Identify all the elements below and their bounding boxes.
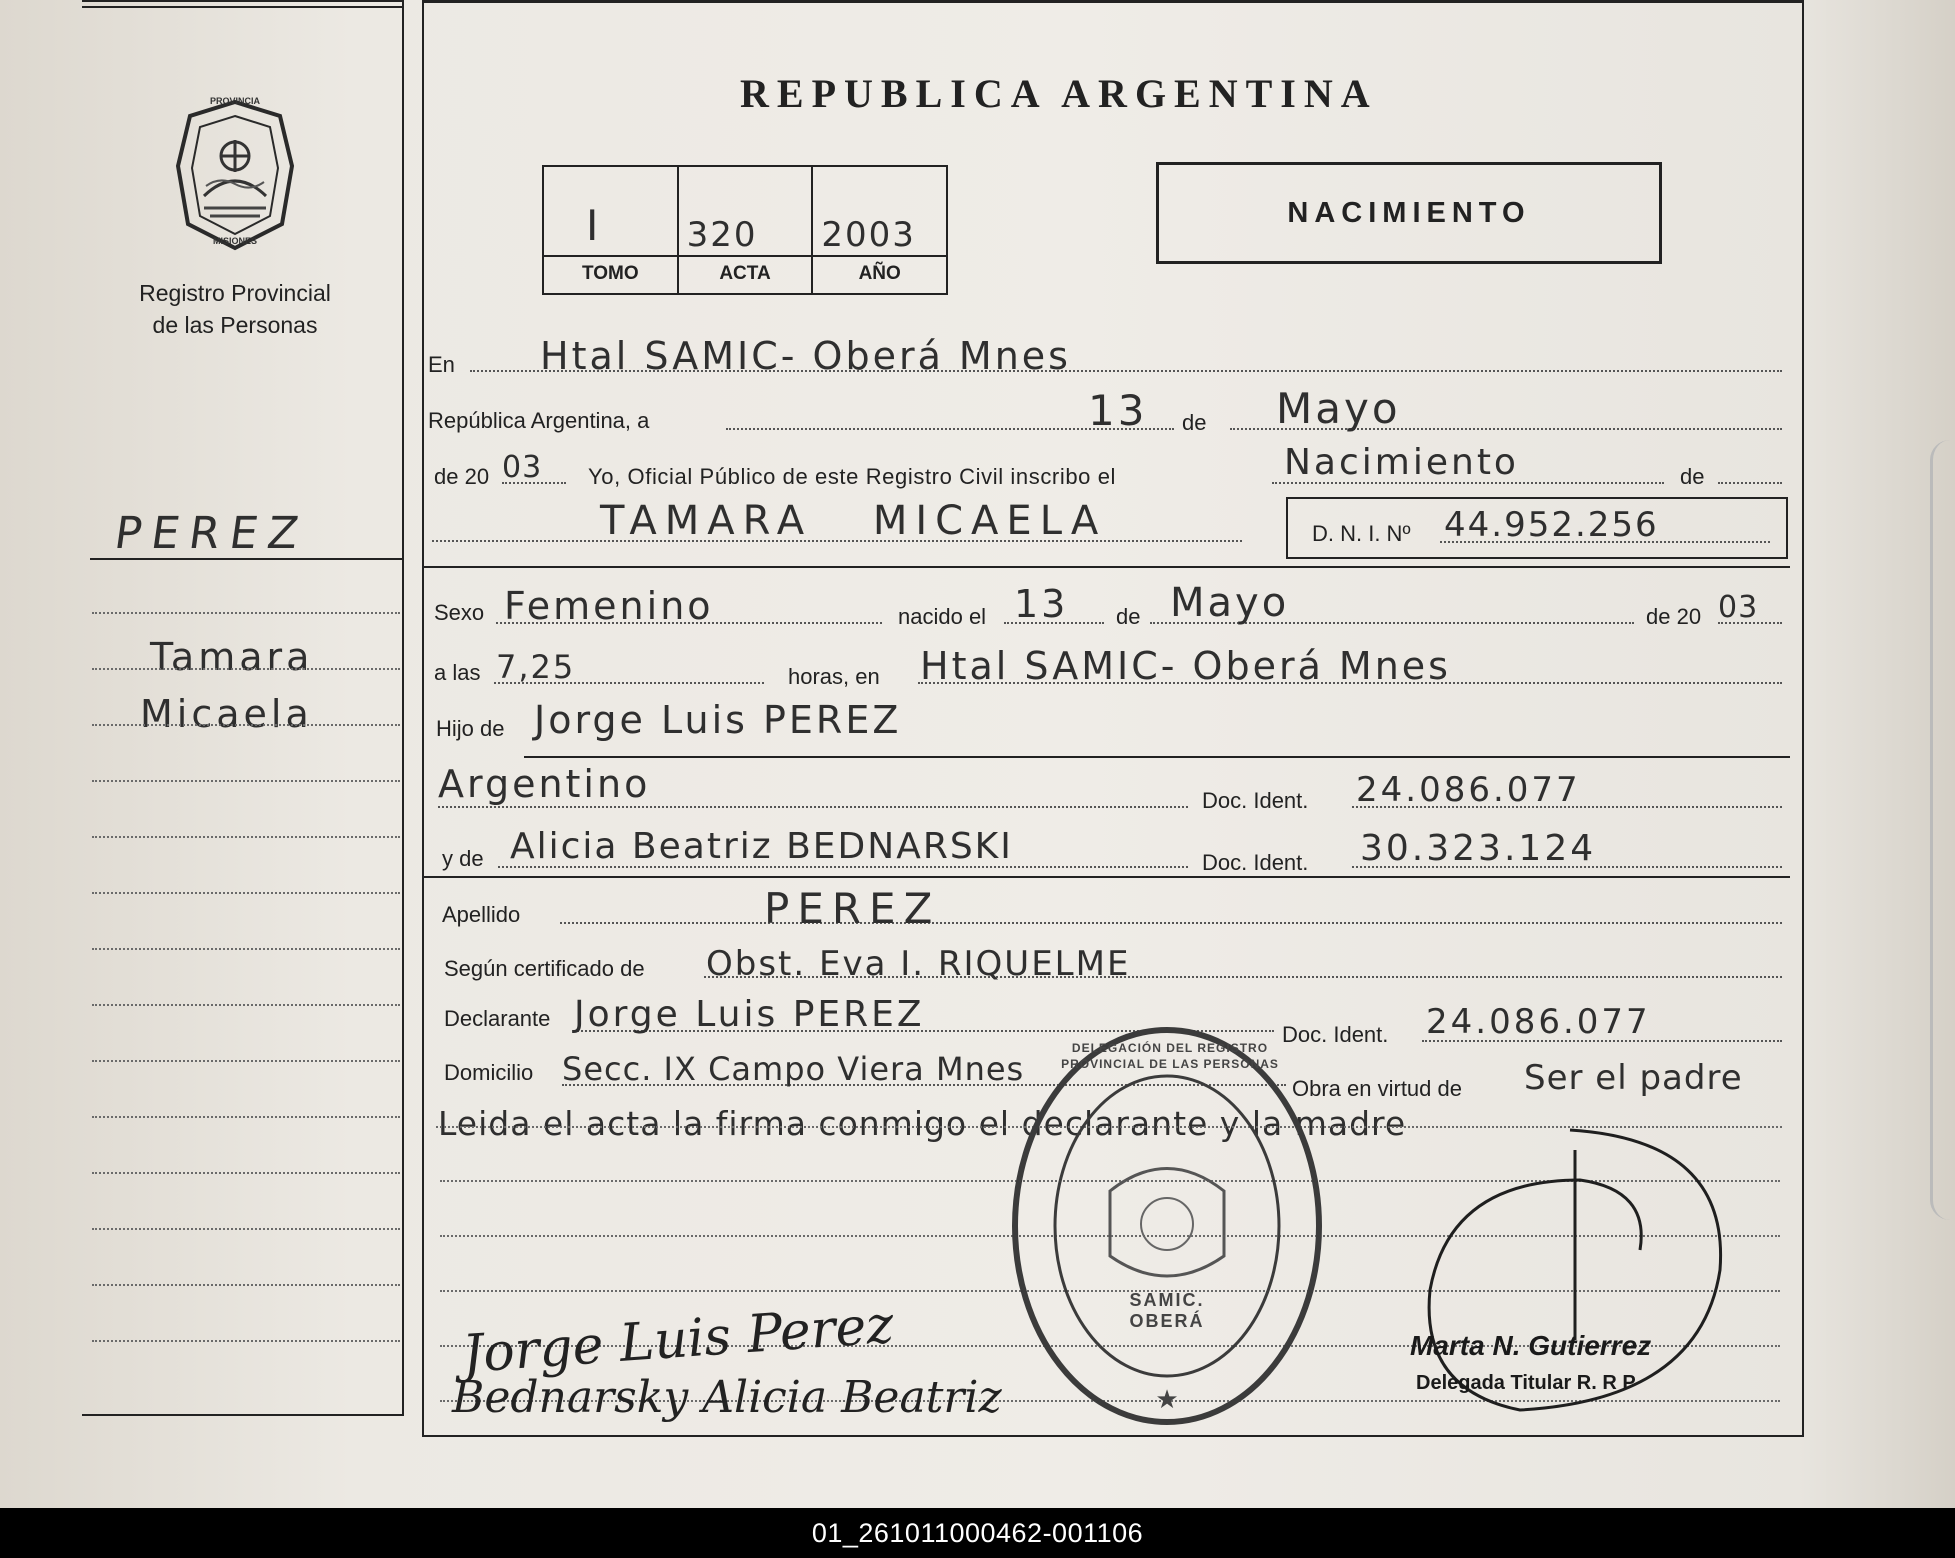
birth-year-dots xyxy=(1718,622,1782,624)
de-dots-2 xyxy=(1718,482,1782,484)
republica-label: República Argentina, a xyxy=(428,408,650,433)
registry-name-line1: Registro Provincial xyxy=(139,280,331,306)
left-ruled-line xyxy=(92,1172,400,1174)
ano-label: AÑO xyxy=(858,263,901,284)
left-ruled-line xyxy=(92,1340,400,1342)
day-value: 13 xyxy=(1088,386,1148,435)
top-edge-line xyxy=(82,6,402,8)
left-ruled-line xyxy=(92,668,400,670)
left-ruled-line xyxy=(92,1060,400,1062)
record-number-box xyxy=(542,165,948,295)
stamp-inner-text: SAMIC. OBERÁ xyxy=(1129,1290,1205,1331)
official-stamp xyxy=(1002,1016,1332,1436)
left-ruled-line xyxy=(92,612,400,614)
nacido-label: nacido el xyxy=(898,604,987,629)
ano-cell xyxy=(813,167,946,293)
father-rule xyxy=(524,756,1790,758)
declarante-value: Jorge Luis PEREZ xyxy=(574,994,925,1035)
year-prefix: de 20 xyxy=(434,464,490,489)
stamp-ring-text: DELEGACIÓN DEL REGISTRO PROVINCIAL DE LAS PERSONAS xyxy=(1061,1041,1279,1071)
domicilio-value: Secc. IX Campo Viera Mnes xyxy=(562,1050,1025,1088)
mother-doc-value: 30.323.124 xyxy=(1360,828,1597,869)
nationality-dots xyxy=(438,806,1188,808)
ano-value: 2003 xyxy=(821,215,916,255)
domicilio-label: Domicilio xyxy=(444,1060,534,1085)
acta-label: ACTA xyxy=(719,263,771,284)
tomo-cell xyxy=(544,167,679,293)
obra-label: Obra en virtud de xyxy=(1292,1076,1462,1101)
sexo-value: Femenino xyxy=(504,584,714,628)
act-kind-value: Nacimiento xyxy=(1284,442,1519,483)
year-suffix: 03 xyxy=(502,450,543,485)
left-ruled-line xyxy=(92,948,400,950)
registry-name-line2: de las Personas xyxy=(152,312,318,338)
dni-label: D. N. I. Nº xyxy=(1312,521,1411,546)
record-box-divider xyxy=(544,255,946,257)
binding-edge xyxy=(1930,440,1955,1220)
image-caption: 01_261011000462-001106 xyxy=(0,1508,1955,1558)
dni-value: 44.952.256 xyxy=(1444,505,1659,545)
horas-label: horas, en xyxy=(788,664,880,689)
apellido-label: Apellido xyxy=(442,902,521,927)
birth-year-suffix: 03 xyxy=(1718,590,1759,625)
left-ruled-line xyxy=(92,836,400,838)
place-value: Htal SAMIC- Oberá Mnes xyxy=(540,334,1071,378)
left-ruled-line xyxy=(92,780,400,782)
de-label: de xyxy=(1182,410,1207,435)
yde-label: y de xyxy=(442,846,484,871)
left-ruled-line xyxy=(92,1004,400,1006)
declarante-label: Declarante xyxy=(444,1006,551,1031)
tomo-value: I xyxy=(586,201,602,250)
left-given-name-2: Micaela xyxy=(140,692,313,736)
mother-value: Alicia Beatriz BEDNARSKI xyxy=(510,826,1013,867)
year-prefix-2: de 20 xyxy=(1646,604,1702,629)
section-rule-1 xyxy=(424,566,1790,568)
act-type-box xyxy=(1156,162,1662,264)
de-label-2: de xyxy=(1680,464,1705,489)
left-ruled-line xyxy=(92,724,400,726)
dni-box xyxy=(1286,497,1788,559)
official-title: Delegada Titular R. R P xyxy=(1416,1372,1636,1394)
alas-label: a las xyxy=(434,660,481,685)
birth-place-value: Htal SAMIC- Oberá Mnes xyxy=(920,644,1451,688)
acta-cell xyxy=(679,167,814,293)
left-surname-rule xyxy=(90,558,402,560)
left-surname: PEREZ xyxy=(111,508,312,559)
father-doc-value: 24.086.077 xyxy=(1356,770,1581,810)
left-ruled-line xyxy=(92,1116,400,1118)
year-dots xyxy=(502,482,566,484)
tomo-label: TOMO xyxy=(582,263,639,284)
time-value: 7,25 xyxy=(496,648,576,686)
certifier-value: Obst. Eva I. RIQUELME xyxy=(706,944,1131,984)
apellido-dots xyxy=(560,922,1782,924)
act-type-label: NACIMIENTO xyxy=(1287,196,1531,229)
doc-label: Doc. Ident. xyxy=(1202,788,1309,813)
father-value: Jorge Luis PEREZ xyxy=(534,698,902,742)
father-nationality-value: Argentino xyxy=(438,762,651,806)
official-name: Marta N. Gutierrez xyxy=(1410,1330,1652,1361)
left-given-name-1: Tamara xyxy=(150,635,314,679)
left-ruled-line xyxy=(92,892,400,894)
provincial-seal xyxy=(170,96,300,256)
segun-label: Según certificado de xyxy=(444,956,645,981)
month-value: Mayo xyxy=(1276,384,1401,433)
apellido-value: PEREZ xyxy=(764,884,941,933)
full-name-dots xyxy=(432,540,1242,542)
en-label: En xyxy=(428,352,455,377)
hijo-label: Hijo de xyxy=(436,716,505,741)
doc-label-3: Doc. Ident. xyxy=(1282,1022,1389,1047)
obra-value: Ser el padre xyxy=(1524,1058,1743,1098)
declarante-doc-value: 24.086.077 xyxy=(1426,1002,1651,1042)
yo-label: Yo, Oficial Público de este Registro Civil inscribo el xyxy=(588,464,1117,489)
full-name-value: TAMARA MICAELA xyxy=(600,498,1107,544)
signature-mother: Bednarsky Alicia Beatriz xyxy=(452,1372,1002,1423)
signature-father: Jorge Luis Perez xyxy=(460,1295,896,1385)
de-label-3: de xyxy=(1116,604,1141,629)
left-ruled-line xyxy=(92,1228,400,1230)
seal-top-text: PROVINCIA xyxy=(209,96,260,106)
doc-label-2: Doc. Ident. xyxy=(1202,850,1309,875)
closing-text: Leida el acta la firma conmigo el declarante y la madre xyxy=(438,1104,1407,1143)
birth-month-value: Mayo xyxy=(1170,580,1290,626)
section-rule-2 xyxy=(424,876,1790,878)
left-ruled-line xyxy=(92,1284,400,1286)
birth-day-value: 13 xyxy=(1014,582,1069,626)
svg-text:★: ★ xyxy=(1155,1385,1179,1415)
sexo-label: Sexo xyxy=(434,600,485,625)
seal-bottom-text: MISIONES xyxy=(212,236,257,246)
acta-value: 320 xyxy=(686,215,758,255)
country-title: REPUBLICA ARGENTINA xyxy=(740,71,1378,116)
